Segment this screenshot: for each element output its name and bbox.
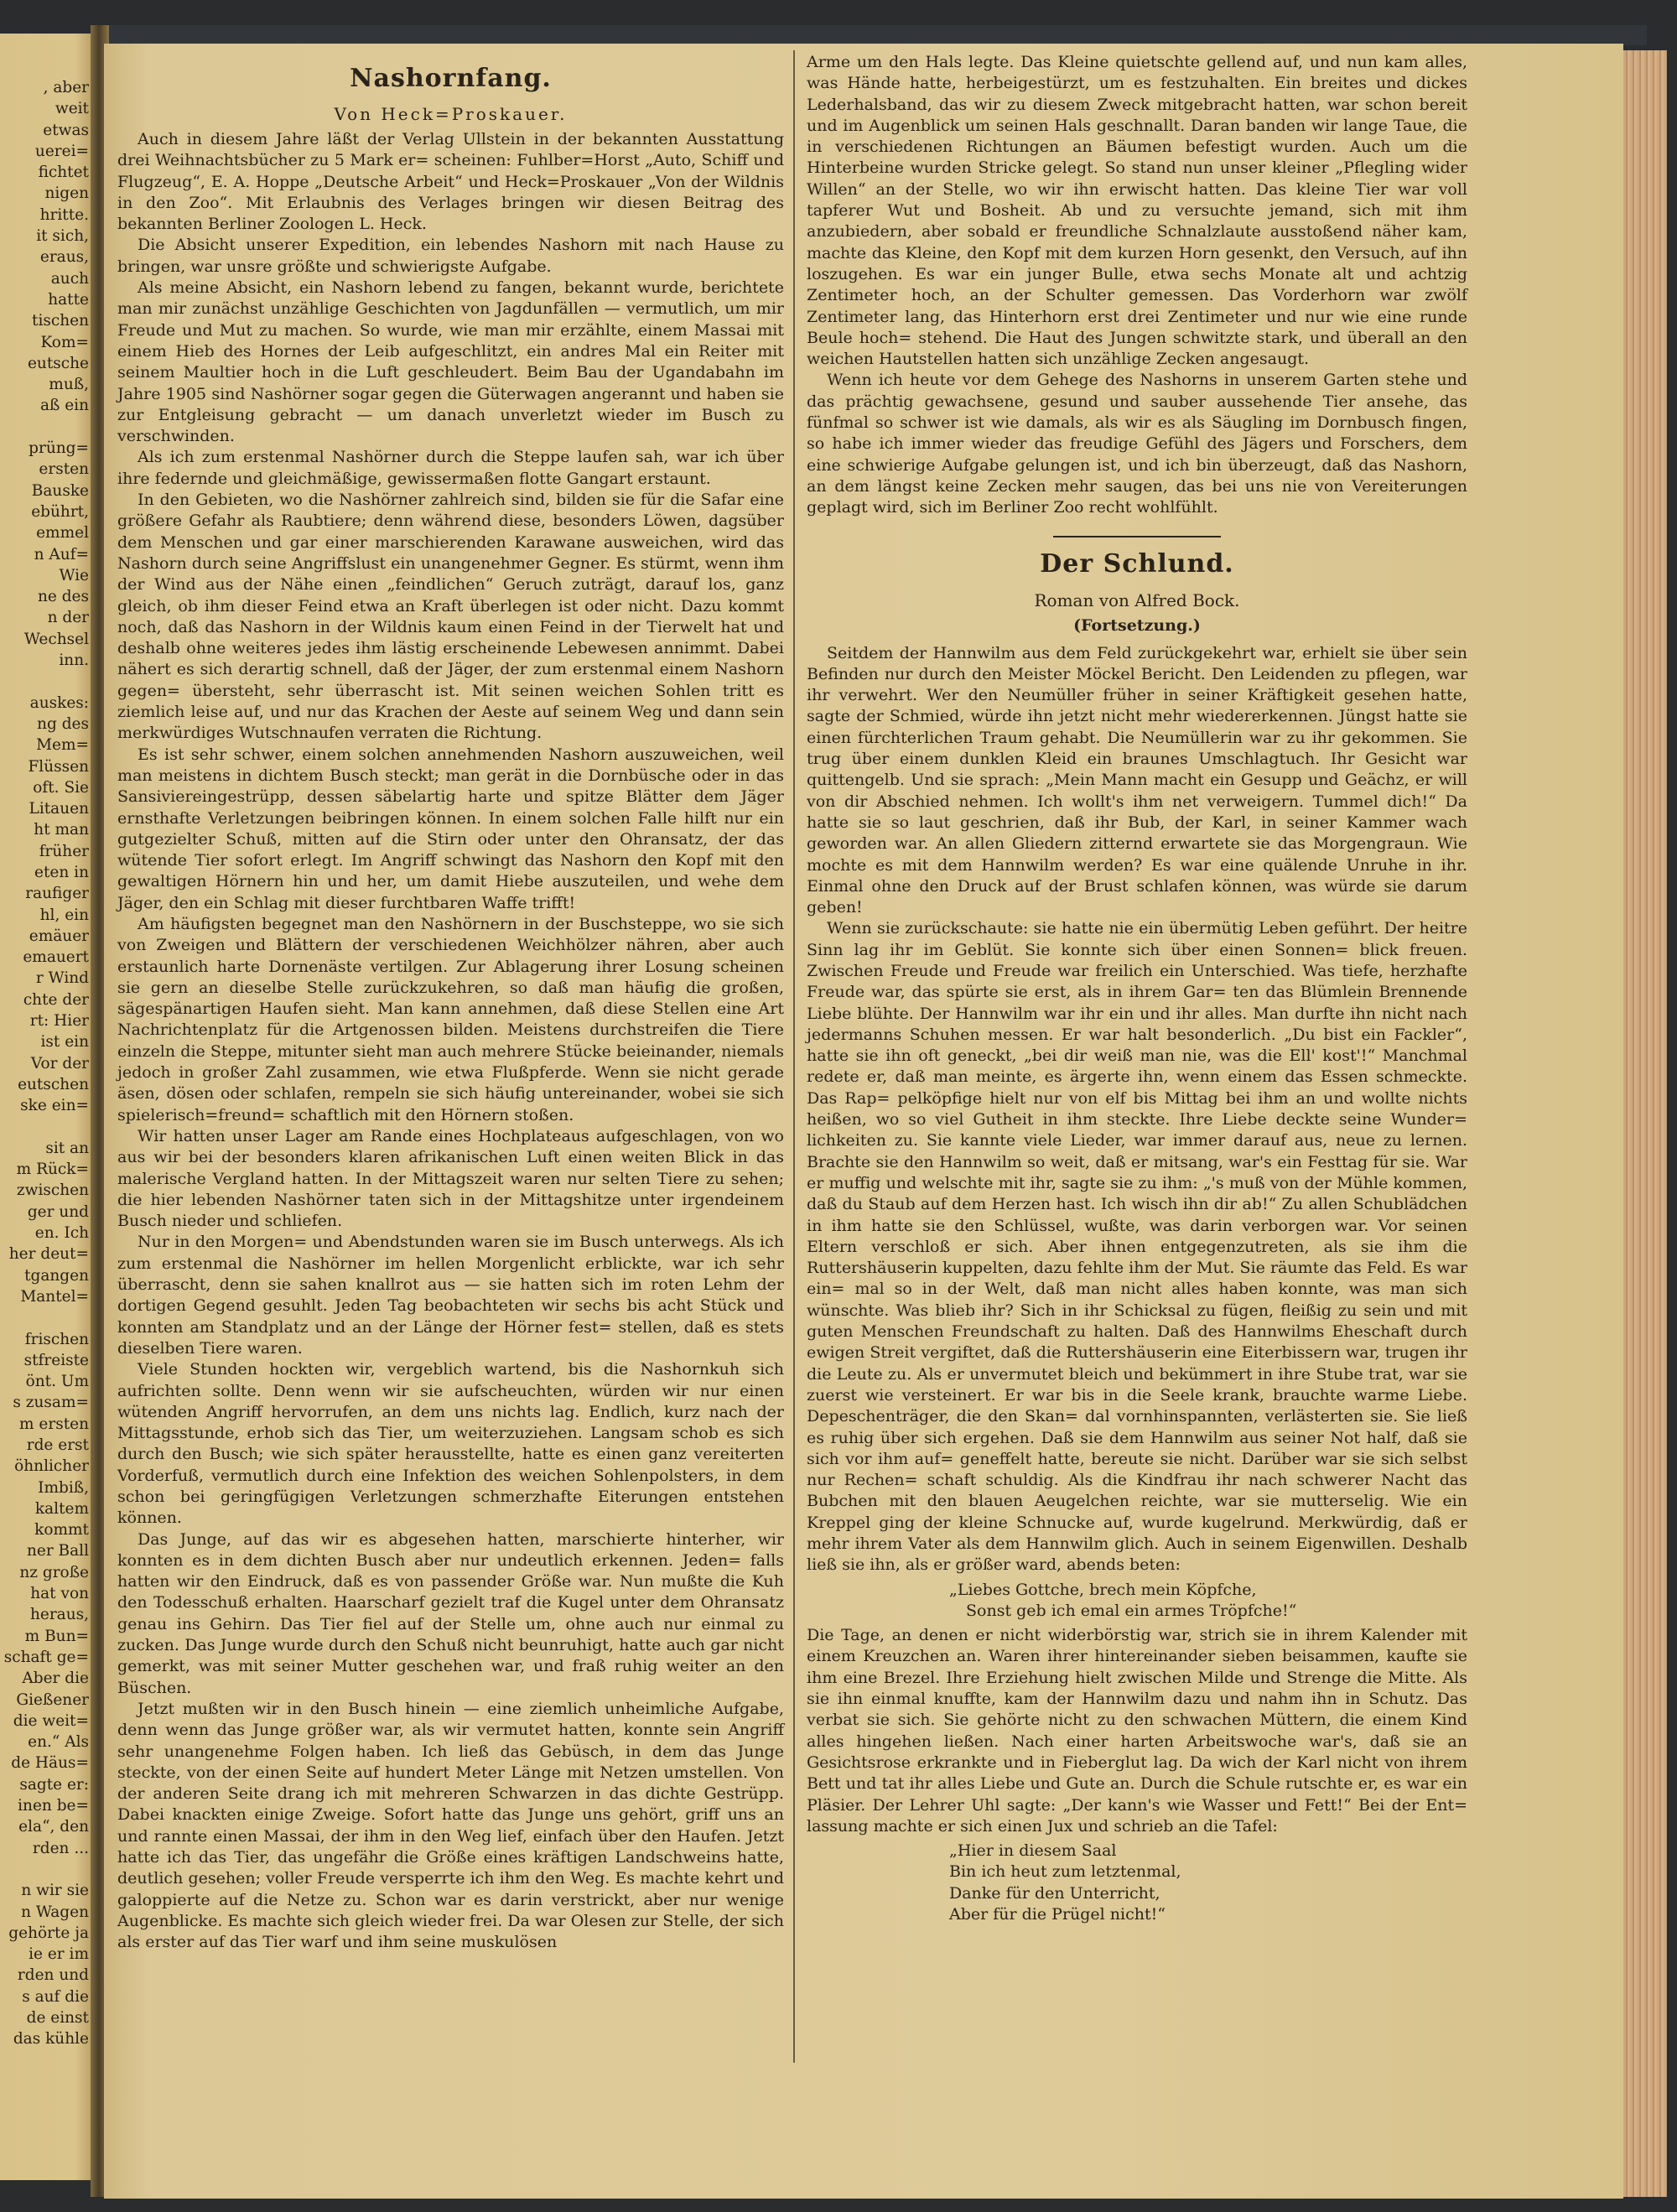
- left-page-text-fragment: n Auf=: [34, 545, 89, 563]
- column-divider: [793, 50, 795, 2063]
- left-page-text-fragment: weit: [55, 100, 89, 118]
- article-paragraph: Die Tage, an denen er nicht widerbörstig war, strich sie in ihrem Kalender mit einem Kreuzchen an. Waren ihrer hintereinander sieben beisammen, kaufte sie ihm eine Brezel. Ihre Erziehung hielt zwischen Milde und Strenge die Mitte. Als sie ihn einmal knuffte, kam der Hannwilm dazu und nahm ihn in Schutz. Das verbat sie sich. Sie gehörte nicht zu den schwachen Müttern, die einem Kind alles hingehen ließen. Nach einer harten Arbeitswoche war's, daß sie an Gesichtsrose erkrankte und in Fieberglut lag. Da wich der Karl nicht von ihrem Bett und tat ihr alles Liebe und Gute an. Durch die Schule rutschte er, es war ein Pläsier. Der Lehrer Uhl sagte: „Der kann's wie Wasser und Fett!“ Bei der Ent= lassung machte er sich einen Jux und schrieb an die Tafel:: [807, 1626, 1467, 1836]
- left-page-text-fragment: hritte.: [39, 205, 89, 224]
- left-page-text-fragment: ersten: [39, 460, 89, 479]
- left-page-text-fragment: eutschen: [18, 1075, 89, 1093]
- left-page-text-fragment: auch: [50, 269, 89, 288]
- left-page-text-fragment: Gießener: [16, 1690, 89, 1709]
- article-paragraph: Als ich zum erstenmal Nashörner durch die Steppe laufen sah, war ich über ihre federnde und gleichmäßige, gewissermaßen flotte Gangart erstaunt.: [117, 448, 784, 488]
- scan-top-border: [104, 25, 1647, 45]
- left-page-text-fragment: stfreiste: [23, 1351, 89, 1369]
- article-paragraph: Nur in den Morgen= und Abendstunden waren sie im Busch unterwegs. Als ich zum erstenmal die Nashörner im hellen Morgenlicht erblickte, war ich sehr überrascht, denn sie sahen knallrot aus — sie hatten sich im roten Lehm der dortigen Gegend gesuhlt. Jeden Tag beobachteten wir sechs bis acht Stück und konnten am Standplatz und an der Länge der Hörner fest= stellen, daß es stets dieselben Tiere waren.: [117, 1233, 784, 1358]
- left-page-text-fragment: ist ein: [40, 1033, 89, 1051]
- article-paragraph: Wenn ich heute vor dem Gehege des Nashorns in unserem Garten stehe und das prächtig gewachsene, gesund und sauber aussehende Tier ansehe, das fünfmal so schwer ist wie damals, als wir es als Säugling im Dornbusch fingen, so habe ich immer wieder das freudige Gefühl des Jägers und Forschers, dem eine schwierige Aufgabe gelungen ist, und ich bin überzeugt, daß das Nashorn, an dem längst keine Zecken mehr saugen, das bei uns nie von Vereiterungen geplagt wird, sich im Berliner Zoo recht wohlfühlt.: [807, 371, 1467, 517]
- left-page-text-fragment: s auf die: [22, 1987, 89, 2006]
- verse-line: „Liebes Gottche, brech mein Köpfche,: [949, 1580, 1257, 1599]
- left-page-text-fragment: n der: [47, 609, 89, 627]
- verse-line: Danke für den Unterricht,: [949, 1883, 1160, 1903]
- left-page-text-fragment: die weit=: [13, 1711, 89, 1730]
- left-page-text-fragment: hl, ein: [39, 906, 89, 924]
- left-page-text-fragment: eraus,: [39, 248, 89, 267]
- column-right: [807, 52, 1467, 1929]
- left-page-text-fragment: oft. Sie: [33, 778, 89, 797]
- left-page-text-fragment: ske ein=: [20, 1097, 89, 1115]
- article-paragraph: Arme um den Hals legte. Das Kleine quietschte gellend auf, und nun kam alles, was Hände hatte, herbeigestürzt, um es festzuhalten. Ein breites und dickes Lederhalsband, das wir zu diesem Zweck mitgebracht hatten, war schon bereit und im Augenblick um seinen Hals geschnallt. Daran banden wir lange Taue, die in verschiedenen Richtungen an Bäumen befestigt wurden. Auch um die Hinterbeine wurden Stricke gelegt. So stand nun unser kleiner „Pflegling wider Willen“ an der Stelle, wo wir ihn erwischt hatten. Das kleine Tier war voll tapferer Wut und Bosheit. Ab und zu versuchte jemand, sich mit ihm anzubiedern, aber sobald er freundliche Schnalzlaute ausstoßend näher kam, machte das Kleine, den Kopf mit dem kurzen Horn gesenkt, den Versuch, auf ihn loszugehen. Es war ein junger Bulle, etwa sechs Monate alt und achtzig Zentimeter hoch, an der Schulter gemessen. Das Vorderhorn war zwölf Zentimeter lang, das Hinterhorn erst drei Zentimeter und nur wie eine runde Beule hoch= stehend. Die Haut des Jungen schwitzte stark, und überall an den weichen Hautstellen hatten sich unzählige Zecken angesaugt.: [807, 53, 1467, 369]
- left-page-text-fragment: das kühle: [13, 2030, 89, 2048]
- left-page-text-fragment: nz große: [19, 1563, 89, 1581]
- left-page-text-fragment: früher: [39, 842, 89, 860]
- article-title-der-schlund: Der Schlund.: [1040, 548, 1234, 579]
- left-page-text-fragment: etwas: [43, 121, 89, 139]
- article-title-nashornfang: Nashornfang.: [350, 64, 552, 93]
- left-page-text-fragment: fichtet: [38, 164, 89, 182]
- left-page-text-fragment: emauert: [23, 948, 89, 967]
- left-page-text-fragment: sagte er:: [19, 1775, 89, 1794]
- article-byline-der-schlund: Roman von Alfred Bock.: [1034, 589, 1240, 610]
- article-paragraph: Viele Stunden hockten wir, vergeblich wartend, bis die Nashornkuh sich aufrichten sollte. Denn wenn wir sie aufscheuchten, würden wir nur einen wütenden Angriff hervorrufen, an dem uns nichts lag. Endlich, kurz nach der Mittagsstunde, erhob sich das Tier, um weiterzuziehen. Langsam schob es sich durch den Busch; wie sich später herausstellte, hatte es einen ganz vereiterten Vorderfuß, vermutlich durch eine Infektion des weichen Sohlenpolsters, in dem schon bei geringfügigen Verletzungen schmerzhafte Eiterungen entstehen können.: [117, 1360, 784, 1528]
- left-page-text-fragment: kommt: [34, 1521, 89, 1540]
- article-paragraph: In den Gebieten, wo die Nashörner zahlreich sind, bilden sie für die Safar eine größere Gefahr als Raubtiere; denn während diese, besonders Löwen, dagsüber dem Menschen und gar einer marschierenden Karawane ausweichen, wird das Nashorn durch seine Angriffslust ein unangenehmer Gegner. Es stürmt, wenn ihm der Wind aus der Nähe einen „feindlichen“ Geruch zuträgt, darauf los, ganz gleich, ob ihm dieser Feind etwa an Kraft überlegen ist oder nicht. Dazu kommt noch, daß das Nashorn in der Wildnis kaum einen Feind in der Tierwelt hat und deshalb ohne weiteres jedes ihm lästig erscheinende Lebewesen annimmt. Dabei nähert es sich derartig schnell, daß der Jäger, der zum erstenmal einem Nashorn gegen= übersteht, sehr überrascht ist. Mit seinen weichen Sohlen tritt es ziemlich leise auf, und nur das Krachen der Aeste auf seinem Weg und dann sein merkwürdiges Wutschnaufen verraten die Richtung.: [117, 491, 784, 743]
- left-page-text-fragment: inen be=: [18, 1797, 89, 1815]
- page-stack-edge: [1623, 50, 1667, 2197]
- left-page-text-fragment: Wechsel: [23, 630, 89, 648]
- left-page-text-fragment: auskes:: [29, 693, 89, 712]
- left-page-text-fragment: ie er im: [29, 1945, 89, 1964]
- left-page-text-fragment: öhnlicher: [14, 1457, 89, 1476]
- left-page-text-fragment: de Häus=: [11, 1754, 89, 1773]
- article-byline-nashornfang: Von Heck=Proskauer.: [334, 104, 568, 124]
- left-page-text-fragment: emmel: [36, 524, 89, 543]
- left-page-text-fragment: hatte: [48, 290, 89, 309]
- left-page-text-fragment: uerei=: [34, 142, 89, 160]
- left-page-text-fragment: Imbiß,: [38, 1478, 89, 1497]
- left-page-text-fragment: rt: Hier: [29, 1012, 89, 1031]
- left-page-text-fragment: s zusam=: [13, 1394, 89, 1412]
- left-page-text-fragment: Kom=: [40, 333, 89, 351]
- left-page-text-fragment: , aber: [43, 79, 89, 96]
- left-page-text-fragment: chte der: [23, 990, 89, 1009]
- left-page-text-fragment: rden und: [17, 1966, 89, 1985]
- left-page-text-fragment: her deut=: [8, 1245, 89, 1264]
- left-page-text-fragment: gehörte ja: [8, 1924, 89, 1942]
- left-page-text-fragment: hat von: [30, 1585, 89, 1603]
- left-page-text-fragment: tischen: [32, 312, 89, 330]
- previous-page-fragment: [0, 34, 94, 2180]
- article-paragraph: Auch in diesem Jahre läßt der Verlag Ullstein in der bekannten Ausstattung drei Weihnachtsbücher zu 5 Mark er= scheinen: Fuhlber=Horst „Auto, Schiff und Flugzeug“, E. A. Hoppe „Deutsche Arbeit“ und Heck=Proskauer „Von der Wildnis in den Zoo“. Mit Erlaubnis des Verlages bringen wir diesen Beitrag des bekannten Berliner Zoologen L. Heck.: [117, 130, 784, 234]
- left-page-text-fragment: [0, 1307, 94, 1328]
- left-page-text-fragment: sit an: [45, 1139, 89, 1157]
- left-page-text-fragment: ht man: [34, 821, 89, 839]
- left-page-text-fragment: Mem=: [36, 736, 89, 755]
- left-page-text-fragment: ela“, den: [18, 1818, 89, 1836]
- left-page-text-fragment: tgangen: [24, 1266, 89, 1285]
- left-page-text-fragment: ng des: [37, 714, 89, 733]
- left-page-text-fragment: Bauske: [31, 481, 89, 500]
- left-page-text-fragment: ebührt,: [31, 502, 89, 521]
- left-page-text-fragment: eutsche: [27, 354, 89, 372]
- left-page-text-fragment: schaft ge=: [3, 1648, 89, 1666]
- article-paragraph: Wir hatten unser Lager am Rande eines Hochplateaus aufgeschlagen, von wo aus wir bei der besonders klaren afrikanischen Luft einen weiten Blick in das malerische Vergland hatten. In der Mittagszeit waren nur selten Tiere zu sehen; die hier lebenden Nashörner taten sich in der Mittagshitze unter irgendeinem Busch nieder und schliefen.: [117, 1126, 784, 1231]
- left-page-text-fragment: m Bun=: [24, 1627, 89, 1645]
- left-page-text-fragment: nigen: [44, 184, 89, 203]
- left-page-text-fragment: emäuer: [29, 927, 89, 945]
- left-page-text-fragment: Flüssen: [28, 757, 89, 776]
- left-page-text-fragment: r Wind: [35, 969, 89, 988]
- left-page-text-fragment: n wir sie: [21, 1882, 89, 1900]
- article-paragraph: Jetzt mußten wir in den Busch hinein — eine ziemlich unheimliche Aufgabe, denn wenn das Junge größer war, als wir vermutet hatten, konnte sein Angriff sehr unangenehme Folgen haben. Ich ließ das Gebüsch, in dem das Junge steckte, von der einen Seite auf hundert Meter Länge mit Netzen umstellen. Von der anderen Seite drang ich mit mehreren Schwarzen in das dichte Gestrüpp. Dabei knackten einige Zweige. Sofort hatte das Junge uns gehört, griff uns an und rannte einen Massai, der ihm in den Weg lief, einfach über den Haufen. Jetzt hatte ich das Tier, das ungefähr die Größe eines kräftigen Landschweins hatte, deutlich gesehen; voller Freude versperrte ich ihm den Weg. Es machte kehrt und galoppierte auf die Netze zu. Schon war es darin verstrickt, aber nur wenige Augenblicke. Es machte sich gleich wieder frei. Da war Olesen zur Stelle, der sich als erster auf das Tier warf und ihm seine muskulösen: [117, 1699, 784, 1952]
- verse-block: [807, 1580, 1467, 1623]
- left-page-text-fragment: m Rück=: [16, 1161, 89, 1179]
- left-page-text-fragment: prüng=: [29, 439, 89, 458]
- left-page-text-fragment: aß ein: [39, 397, 89, 415]
- left-page-text-fragment: [0, 1117, 94, 1138]
- left-page-text-fragment: Aber die: [22, 1669, 89, 1688]
- article-paragraph: Es ist sehr schwer, einem solchen annehmenden Nashorn auszuweichen, weil man meistens in dichtem Busch steckt; man gerät in die Dornbüsche oder in das Sansiviereingestrüpp, dessen säbelartig harte und spitze Blätter dem Jäger ernsthafte Verletzungen beibringen können. In einem solchen Falle hilft nur ein gutgezielter Schuß, mitten auf die Stirn oder unter den Ohransatz, der das wütende Tier sofort erlegt. Im Angriff schwingt das Nashorn den Kopf mit den gewaltigen Hörnern hin und her, um damit Hiebe auszuteilen, und wehe dem Jäger, den ein Schlag mit dieser furchtbaren Waffe trifft!: [117, 745, 784, 912]
- left-page-text-fragment: en.“ Als: [28, 1733, 89, 1752]
- left-page-text-fragment: ger und: [27, 1202, 89, 1221]
- left-page-text-fragment: ne des: [37, 588, 89, 606]
- left-page-text-fragment: muß,: [49, 376, 89, 394]
- section-rule: [1053, 536, 1221, 537]
- left-page-text-fragment: frischen: [24, 1330, 89, 1348]
- left-page-text-fragment: m ersten: [18, 1415, 89, 1433]
- left-page-text-fragment: zwischen: [16, 1181, 89, 1200]
- verse-line: „Hier in diesem Saal: [949, 1841, 1117, 1861]
- article-paragraph: Die Absicht unserer Expedition, ein lebendes Nashorn mit nach Hause zu bringen, war unsre größte und schwierigste Aufgabe.: [117, 236, 784, 276]
- left-page-text-fragment: önt. Um: [25, 1373, 89, 1391]
- left-page-text-fragment: [0, 1859, 94, 1880]
- continuation-note: (Fortsetzung.): [1073, 615, 1201, 635]
- left-page-text-fragment: rden ...: [32, 1839, 89, 1857]
- left-page-text-fragment: de einst: [26, 2009, 89, 2028]
- left-page-text-fragment: [0, 417, 94, 438]
- article-paragraph: Das Junge, auf das wir es abgesehen hatten, marschierte hinterher, wir konnten es in dem dichten Busch aber nur undeutlich erkennen. Jeden= falls hatten wir den Eindruck, daß es von passender Größe war. Nun mußte die Kuh den Todesschuß erhalten. Haarscharf gezielt traf die Kugel unter dem Ohransatz genau ins Gehirn. Das Tier fiel auf der Stelle um, ohne auch nur einmal zu zucken. Das Junge wurde durch den Schuß nicht beunruhigt, hatte auch gar nicht gemerkt, was mit seiner Mutter geschehen war, und fraß ruhig weiter an den Büschen.: [117, 1529, 784, 1697]
- verse-block: [807, 1841, 1467, 1925]
- verse-line: Aber für die Prügel nicht!“: [949, 1905, 1166, 1924]
- left-page-text-fragment: raufiger: [25, 885, 89, 903]
- left-page-text-fragment: Wie: [59, 566, 89, 584]
- left-page-text-fragment: [0, 671, 94, 692]
- left-page-text-fragment: en. Ich: [34, 1224, 89, 1243]
- left-page-text-fragment: rde erst: [26, 1436, 89, 1454]
- article-paragraph: Wenn sie zurückschaute: sie hatte nie ein übermütig Leben geführt. Der heitre Sinn lag ihr im Geblüt. Sie konnte sich über einen Sonnen= blick freuen. Zwischen Freude und Freude war freilich ein Unterschied. Was tiefe, herzhafte Freude war, das spürte sie erst, als in ihrem Gar= ten das Blümlein Brennende Liebe blühte. Der Hannwilm war ihr ein und ihr alles. Man durfte ihn nicht nach jedermanns Schuhen messen. Er war halt besonderlich. „Du bist ein Fackler“, hatte sie ihn oft geneckt, „bei dir weiß man nie, was die Ell' kost'!“ Manchmal redete er, daß man meinte, es ärgerte ihn, wenn einem das Essen schmeckte. Das Rap= pelköpfige hielt nur von elf bis Mittag bei ihm an und wollte nichts heißen, wo so viel Gutheit in ihm steckte. Ihre Liebe deckte seine Wunder= lichkeiten zu. Sie kannte viele Lieder, war immer darauf aus, neue zu lernen. Brachte sie den Hannwilm so weit, daß er mitsang, war's ein Festtag für sie. War er muffig und welschte mit ihr, sagte sie zu ihm: „'s muß von der Mühle kommen, daß du Staub auf dem Herzen hast. Ich wisch ihn dir ab!“ Zu allen Schublädchen in ihm hatte sie den Schlüssel, wußte, was darin verborgen war. Vor seinen Eltern verschloß er sich. Aber ihnen entgegenzutreten, als sie ihm die Ruttershäuserin kuppelten, dazu fehlte ihm der Mut. Sie räumte das Feld. Es war ein= mal so in der Welt, daß man nicht alles haben konnte, was man sich wünschte. Was blieb ihr? Sich in ihr Schicksal zu fügen, fleißig zu sein und mit guten Menschen Freundschaft zu halten. Daß des Hannwilms Eheschaft durch ewigen Streit vergiftet, daß die Ruttershäuserin eine Eiterbissern war, trugen ihr die Leute zu. Als er unvermutet bleich und bekümmert in ihre Stube trat, war sie zuerst wie versteinert. Er war bis in die Seele krank, brauchte warme Liebe. Depeschenträger, die den Skan= dal vornhinspannten, verlästerten sie. Sie ließ es ruhig über sich ergehen. Daß sie dem Hannwilm aus seiner Not half, daß sie sich vor ihm auf= geneffelt hatte, bereute sie nicht. Darüber war sie sich selbst nur Rechen= schaft schuldig. Als die Kindfrau ihr nach schwerer Nacht das Bubchen mit den blauen Aeugelchen reichte, war sie mutterselig. Wie ein Kreppel ging der kleine Schnucke auf, wurde kugelrund. Merkwürdig, daß er mehr ihrem Vater als dem Hannwilm glich. Auch in seinem Eigenwillen. Deshalb ließ sie ihn, als er größer ward, abends beten:: [807, 919, 1467, 1575]
- verse-line: Sonst geb ich emal ein armes Tröpfche!“: [966, 1601, 1297, 1620]
- verse-line: Bin ich heut zum letztenmal,: [949, 1862, 1181, 1882]
- left-page-text-fragment: Mantel=: [20, 1287, 89, 1306]
- left-page-text-fragment: n Wagen: [21, 1903, 89, 1921]
- article-paragraph: Als meine Absicht, ein Nashorn lebend zu fangen, bekannt wurde, berichtete man mir zunächst unzählige Geschichten von Jagdunfällen — vermutlich, um mir Freude und Mut zu machen. So wurde, wie man mir erzählte, einem Massai mit einem Hieb des Hornes der Leib aufgeschlitzt, ein andres Mal ein Reiter mit seinem Maultier hoch in die Luft geschleudert. Beim Bau der Ugandabahn im Jahre 1905 sind Nashörner sogar gegen die Güterwagen angerannt und haben sie zur Entgleisung gebracht — um danach unverletzt wieder im Busch zu verschwinden.: [117, 278, 784, 446]
- left-page-text-fragment: kaltem: [34, 1499, 89, 1518]
- left-page-text-fragment: heraus,: [29, 1606, 89, 1624]
- left-page-text-fragment: eten in: [34, 863, 89, 881]
- left-page-text-fragment: Vor der: [30, 1054, 89, 1072]
- left-page-text-fragment: Litauen: [29, 800, 89, 818]
- article-paragraph: Am häufigsten begegnet man den Nashörnern in der Buschsteppe, wo sie sich von Zweigen und Blättern der verschiedenen Weichhölzer nähren, aber auch erstaunlich harte Dornenäste vertilgen. Zur Ablagerung ihrer Losung scheinen sie gern an dieselbe Stelle zurückzukehren, so daß man häufig die großen, sägespänartigen Haufen sieht. Man kann annehmen, daß diese Stellen eine Art Nachrichtenplatz für die Artgenossen bilden. Meistens durchstreifen die Tiere einzeln die Steppe, mitunter sieht man auch mehrere Stücke beieinander, niemals jedoch in großer Zahl zusammen, wie etwa Flußpferde. Wenn sie nicht gerade äsen, dösen oder schlafen, rempeln sie sich häufig untereinander, wobei sie sich spielerisch=freund= schaftlich mit den Hörnern stoßen.: [117, 914, 784, 1124]
- column-left: [117, 52, 784, 1954]
- left-page-text-fragment: ner Ball: [26, 1542, 89, 1560]
- left-page-text-fragment: it sich,: [36, 227, 89, 246]
- article-paragraph: Seitdem der Hannwilm aus dem Feld zurückgekehrt war, erhielt sie über sein Befinden nur durch den Meister Möckel Bericht. Den Leidenden zu pflegen, war ihr verwehrt. Wer den Neumüller früher in seiner Kräftigkeit gesehen hatte, sagte der Schmied, würde ihn jetzt nicht mehr wiedererkennen. Jüngst hatte sie einen fürchterlichen Traum gehabt. Die Neumüllerin war zu ihr gekommen. Sie trug über einem dunklen Kleid ein braunes Umschlagtuch. Ihr Gesicht war quittengelb. Und sie sprach: „Mein Mann macht ein Gesupp und Geächz, er will von dir Abschied nehmen. Ich wollt's ihm net verweigern. Tummel dich!“ Da hatte sie so laut geschrien, daß ihr Bub, der Karl, in seiner Kammer wach geworden war. An allen Gliedern zitternd erwartete sie das Morgengraun. Wie mochte es mit dem Hannwilm werden? Es war eine quälende Unruhe in ihr. Einmal ohne den Druck auf der Brust schlafen können, was würde sie darum geben!: [807, 643, 1467, 917]
- left-page-text-fragment: inn.: [59, 652, 89, 670]
